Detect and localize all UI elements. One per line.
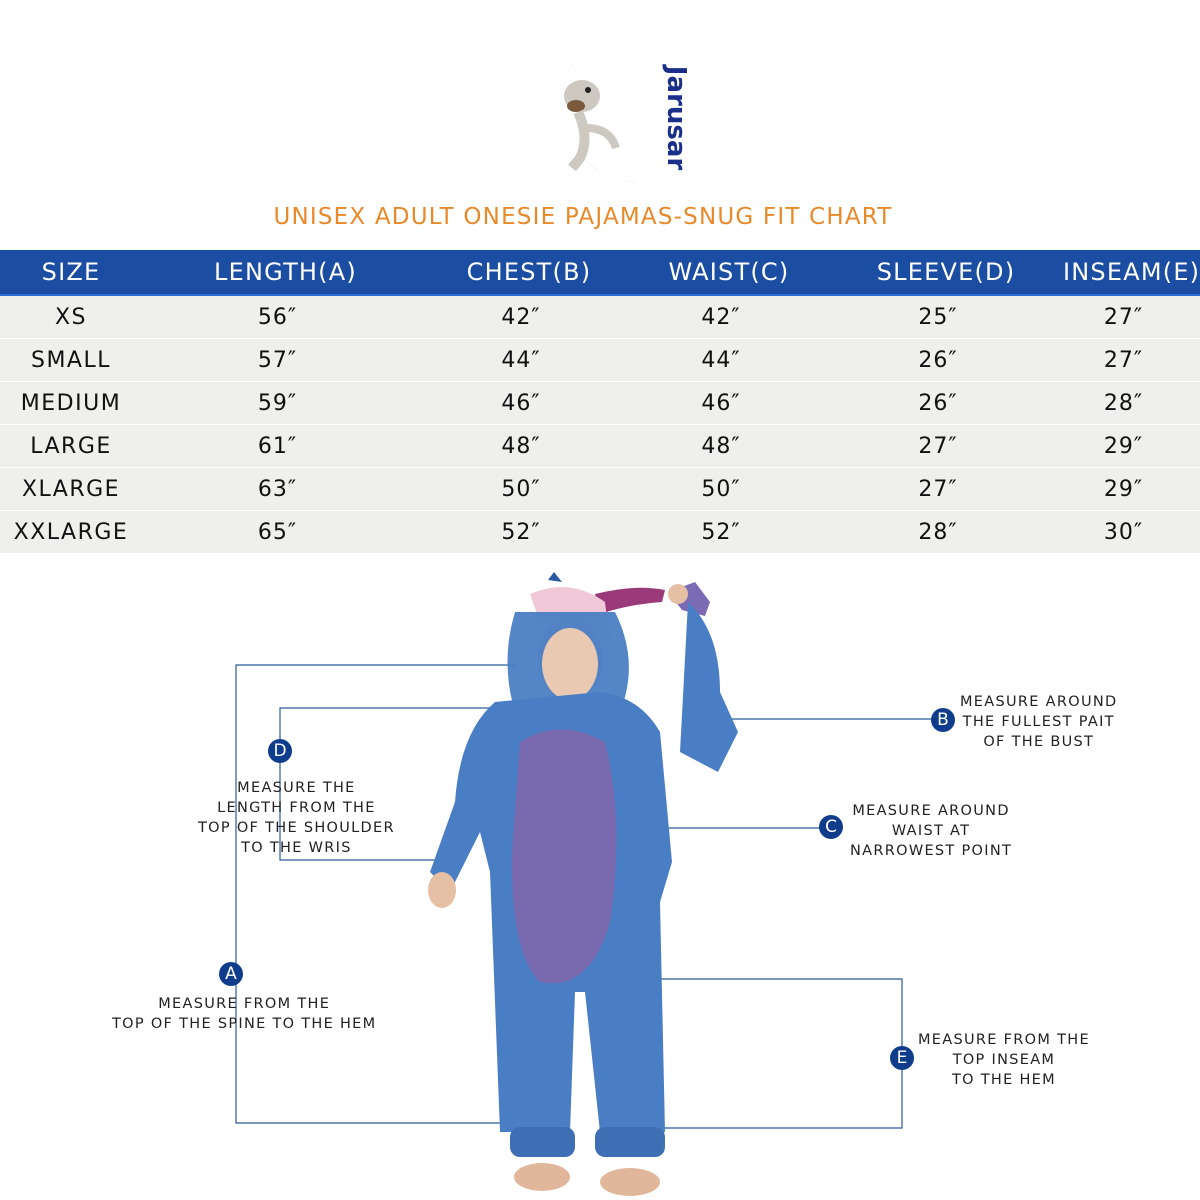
measurement-value: 52″	[701, 519, 741, 545]
measurement-value: 59″	[257, 390, 298, 416]
size-label-cell: LARGE	[0, 425, 142, 468]
size-label-cell: XXLARGE	[0, 511, 142, 554]
size-label-cell: XS	[0, 295, 142, 339]
size-label-cell: SMALL	[0, 339, 142, 382]
header-size: SIZE	[0, 250, 142, 295]
belly-patch	[512, 730, 617, 984]
measurement-value: 48″	[701, 433, 741, 459]
note-b: MEASURE AROUND THE FULLEST PAIT OF THE BUST	[960, 694, 1118, 750]
note-c: MEASURE AROUND WAIST AT NARROWEST POINT	[850, 803, 1013, 859]
badge-d: D	[268, 739, 292, 763]
measurement-value: 44″	[701, 347, 741, 373]
measurement-value: 56″	[257, 304, 298, 330]
measurement-value: 29″	[1103, 433, 1144, 459]
badge-b: B	[931, 708, 955, 732]
note-a: MEASURE FROM THE TOP OF THE SPINE TO THE HEM	[112, 996, 377, 1032]
header-chest: CHEST(B)	[429, 250, 629, 295]
header-inseam: INSEAM(E)	[1063, 250, 1200, 295]
measurement-value: 27″	[918, 433, 958, 459]
measurement-value: 46″	[701, 390, 741, 416]
measurement-value: 26″	[918, 347, 958, 373]
measurement-value: 63″	[257, 476, 298, 502]
measurement-value: 50″	[501, 476, 541, 502]
measurement-value: 61″	[257, 433, 298, 459]
measurement-value: 26″	[918, 390, 958, 416]
measurement-value: 57″	[257, 347, 298, 373]
measurement-value: 27″	[1103, 304, 1144, 330]
measurement-value: 42″	[501, 304, 541, 330]
size-label-cell: MEDIUM	[0, 382, 142, 425]
note-d: MEASURE THE LENGTH FROM THE TOP OF THE SHOULDER TO THE WRIS	[198, 780, 395, 856]
model-in-onesie	[420, 572, 750, 1200]
measurement-value: 25″	[918, 304, 958, 330]
badge-a: A	[219, 962, 243, 986]
measurement-value: 44″	[501, 347, 541, 373]
measurement-value: 52″	[501, 519, 541, 545]
measurement-value: 42″	[701, 304, 741, 330]
header-waist: WAIST(C)	[629, 250, 829, 295]
measurement-value: 27″	[1103, 347, 1144, 373]
measurement-value: 50″	[701, 476, 741, 502]
badge-c: C	[819, 815, 843, 839]
header-sleeve: SLEEVE(D)	[829, 250, 1063, 295]
measurement-value: 29″	[1103, 476, 1144, 502]
chart-title: UNISEX ADULT ONESIE PAJAMAS-SNUG FIT CHART	[273, 204, 893, 230]
measurement-value: 27″	[918, 476, 958, 502]
note-e: MEASURE FROM THE TOP INSEAM TO THE HEM	[918, 1032, 1090, 1088]
measurement-value: 48″	[501, 433, 541, 459]
measurement-value: 46″	[501, 390, 541, 416]
measurement-value: 28″	[918, 519, 958, 545]
logo-text: Jarusar	[661, 65, 691, 171]
header-length: LENGTH(A)	[142, 250, 429, 295]
measurement-value: 65″	[257, 519, 298, 545]
measurement-value: 30″	[1103, 519, 1144, 545]
size-label-cell: XLARGE	[0, 468, 142, 511]
measurement-value: 28″	[1103, 390, 1144, 416]
badge-e: E	[890, 1046, 914, 1070]
